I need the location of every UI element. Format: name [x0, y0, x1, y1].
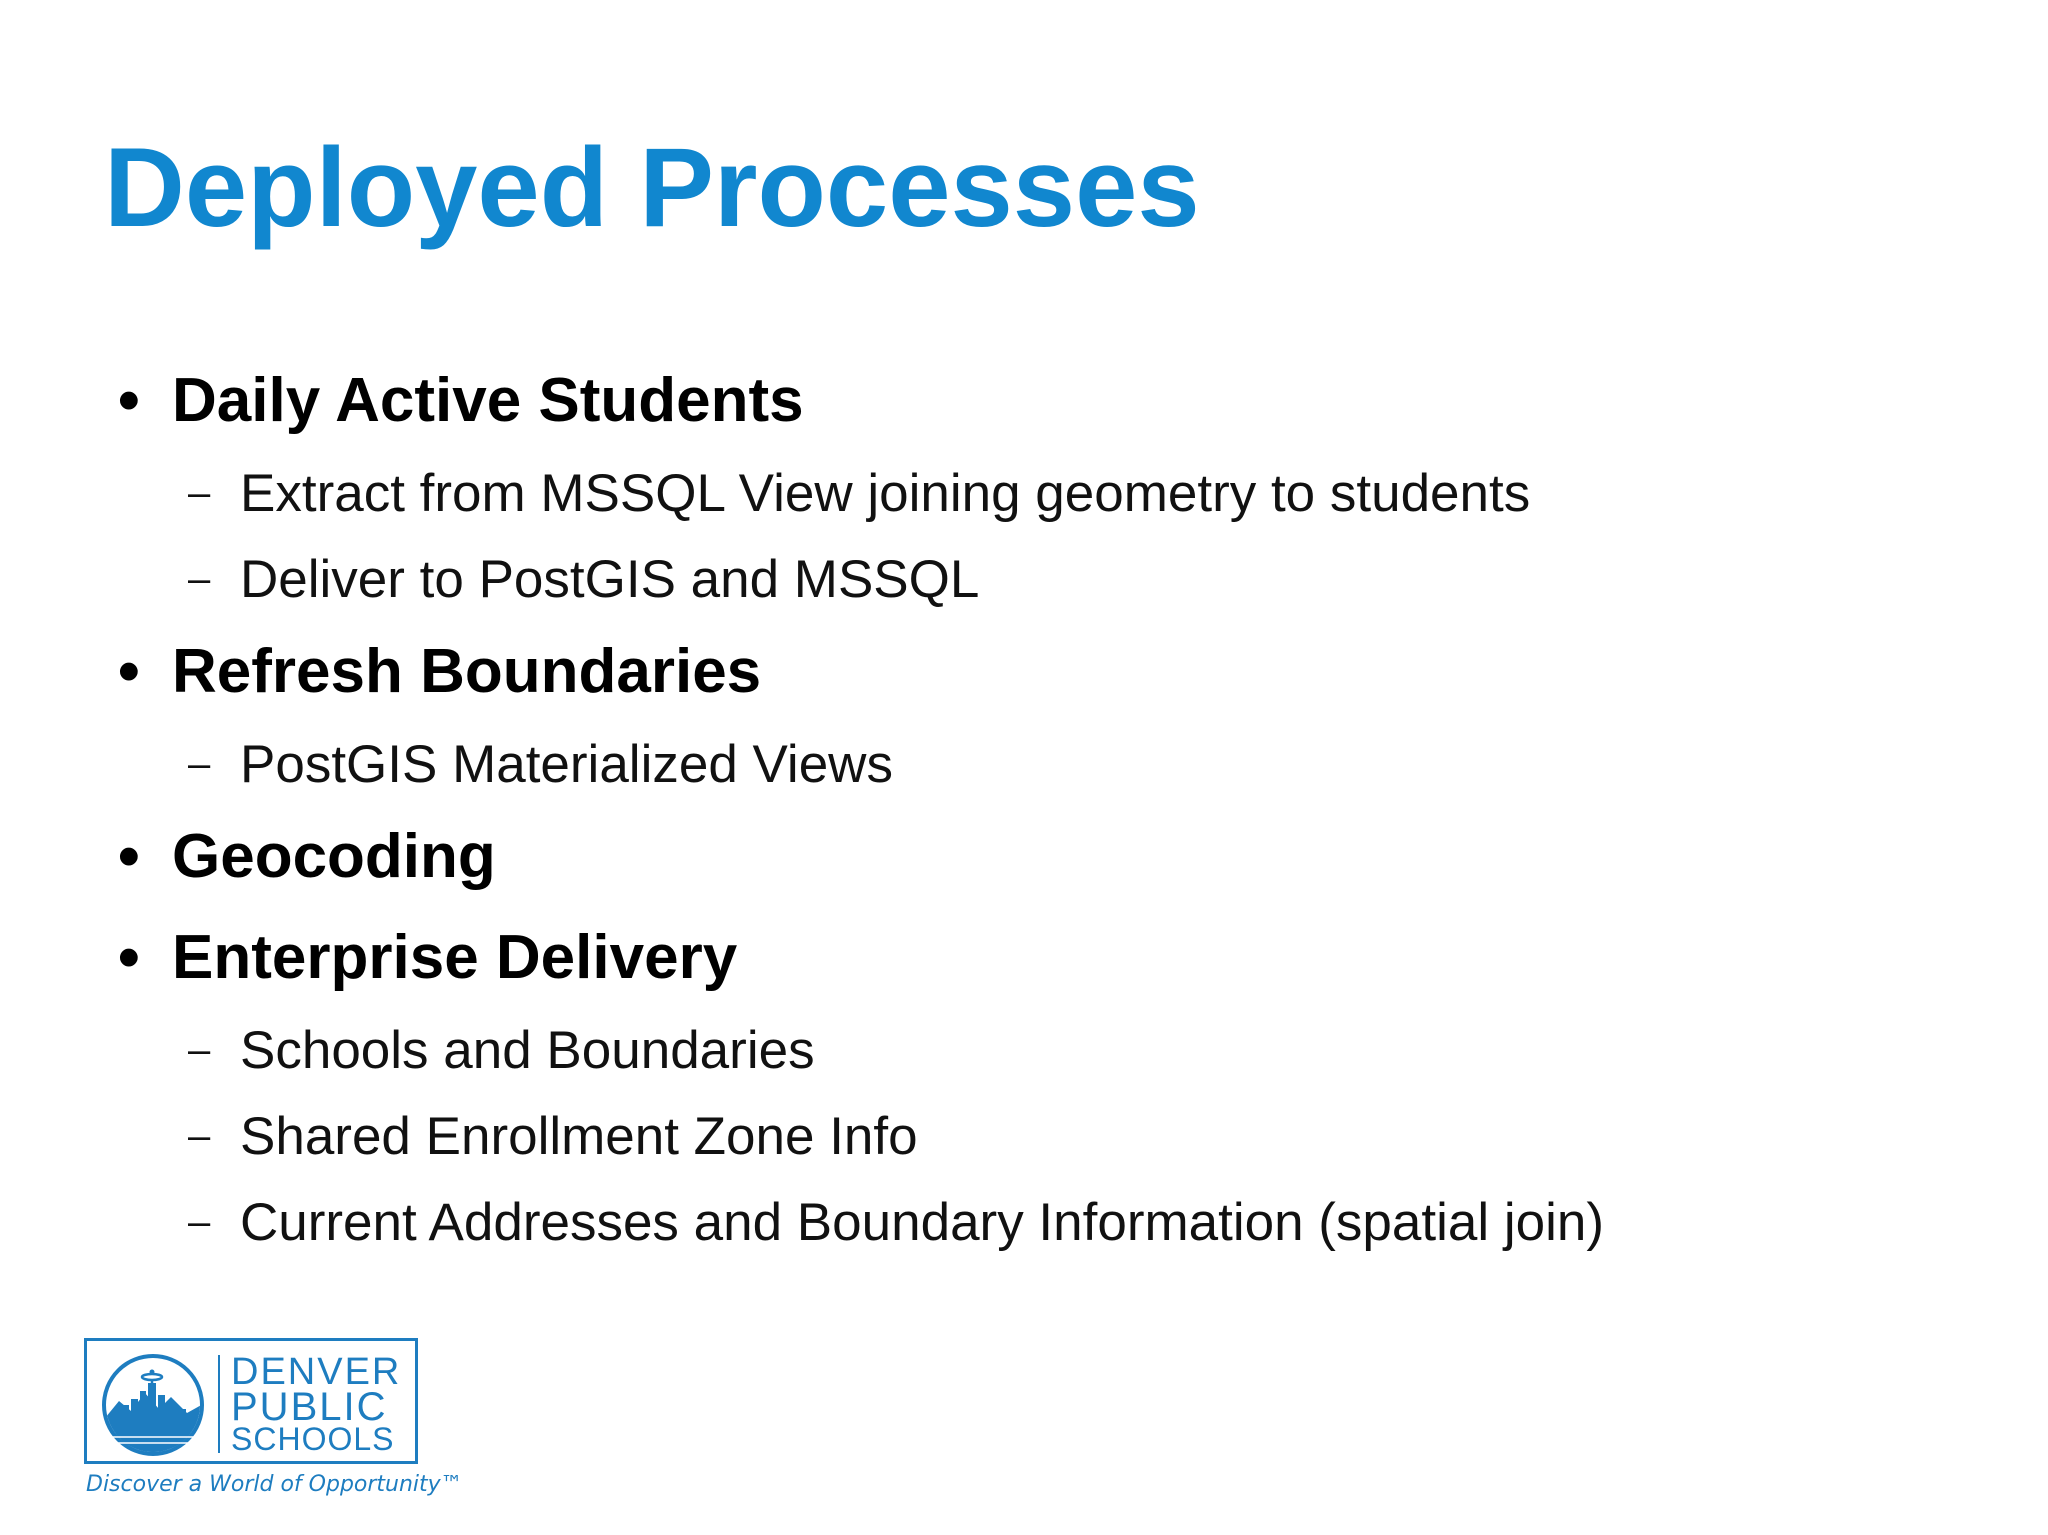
- logo-line-denver: DENVER: [231, 1351, 402, 1393]
- bullet-label: Refresh Boundaries: [172, 637, 762, 706]
- sub-bullet-label: Current Addresses and Boundary Information (spatial join): [240, 1193, 1604, 1252]
- sub-bullet-marker: –: [188, 1028, 211, 1072]
- sub-bullet-item: [188, 464, 1531, 523]
- logo-frame: [84, 1338, 418, 1464]
- logo-tagline: Discover a World of Opportunity™: [86, 1472, 463, 1497]
- logo-line-public: PUBLIC: [231, 1385, 388, 1429]
- bullet-label: Enterprise Delivery: [172, 923, 738, 992]
- sub-bullet-marker: –: [188, 471, 211, 515]
- bullet-label: Geocoding: [172, 822, 496, 891]
- bullet-marker: •: [118, 637, 140, 706]
- logo-divider: [218, 1355, 220, 1453]
- sub-bullet-label: Deliver to PostGIS and MSSQL: [240, 550, 980, 609]
- sub-bullet-label: Shared Enrollment Zone Info: [240, 1107, 918, 1166]
- city-skyline-icon: [101, 1353, 205, 1457]
- sub-bullet-marker: –: [188, 1114, 211, 1158]
- bullet-item: [118, 923, 738, 992]
- sub-bullet-marker: –: [188, 557, 211, 601]
- sub-bullet-item: [188, 1021, 815, 1080]
- bullet-marker: •: [118, 923, 140, 992]
- bullet-marker: •: [118, 366, 140, 435]
- sub-bullet-label: Extract from MSSQL View joining geometry to students: [240, 464, 1531, 523]
- sub-bullet-item: [188, 735, 893, 794]
- dps-logo: [84, 1338, 463, 1504]
- bullet-item: [118, 822, 496, 891]
- sub-bullet-item: [188, 1107, 918, 1166]
- bullet-marker: •: [118, 822, 140, 891]
- sub-bullet-item: [188, 1193, 1604, 1252]
- logo-line-schools: SCHOOLS: [231, 1421, 395, 1457]
- sub-bullet-marker: –: [188, 742, 211, 786]
- bullet-label: Daily Active Students: [172, 366, 804, 435]
- bullet-item: [118, 366, 804, 435]
- sub-bullet-marker: –: [188, 1200, 211, 1244]
- bullet-item: [118, 637, 762, 706]
- slide-title: Deployed Processes: [104, 125, 1200, 250]
- sub-bullet-label: Schools and Boundaries: [240, 1021, 815, 1080]
- sub-bullet-item: [188, 550, 980, 609]
- sub-bullet-label: PostGIS Materialized Views: [240, 735, 893, 794]
